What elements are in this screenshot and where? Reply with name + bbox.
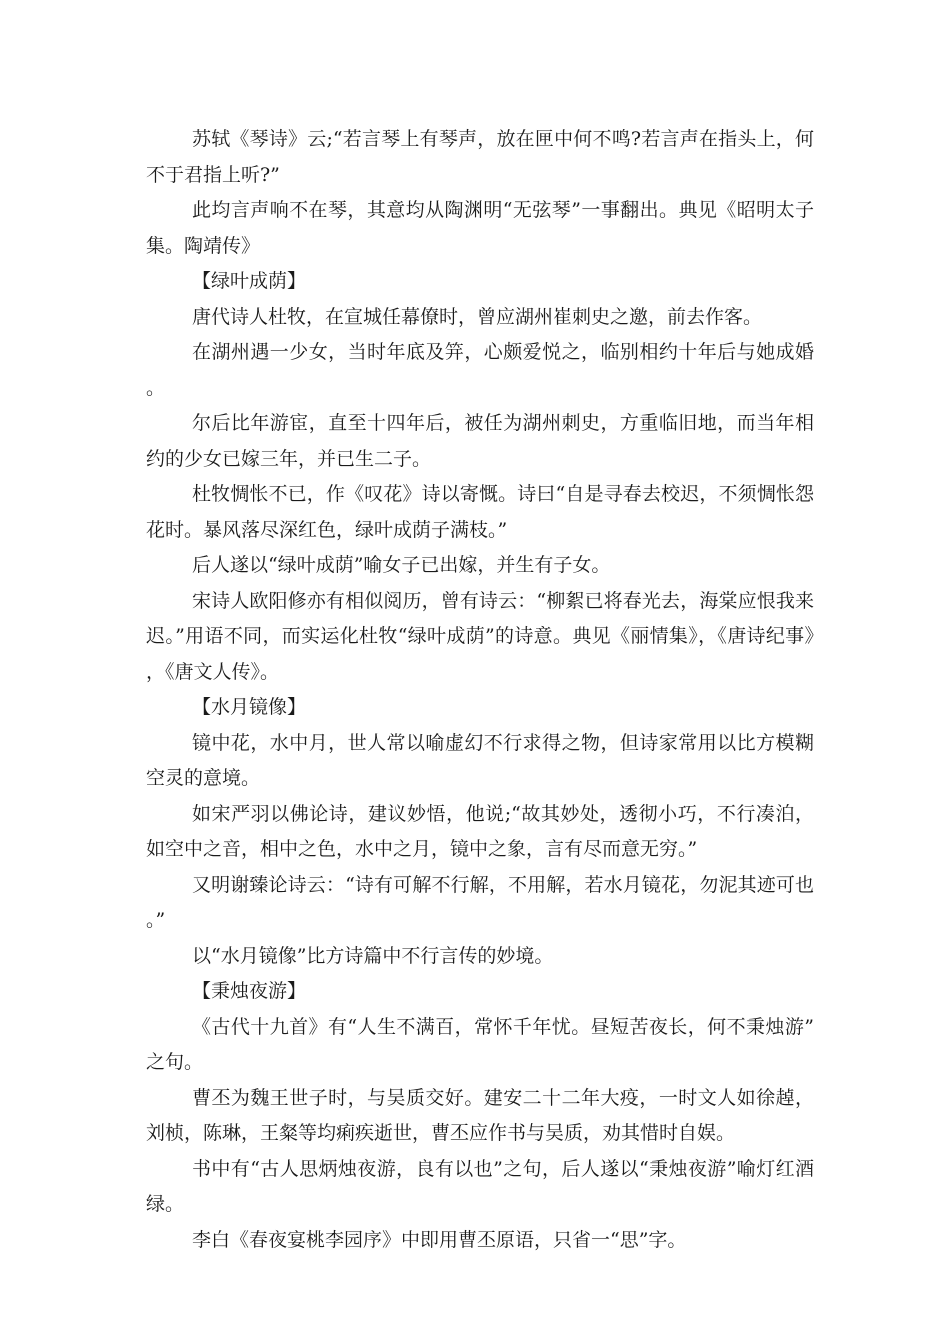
paragraph-su-shi-qin-poem: 苏轼《琴诗》云;“若言琴上有琴声，放在匣中何不鸣?若言声在指头上，何不于君指上听?” xyxy=(146,128,814,186)
paragraph-tao-yuanming-note: 此均言声响不在琴，其意均从陶渊明“无弦琴”一事翻出。典见《昭明太子集。陶靖传》 xyxy=(146,199,814,257)
document-body xyxy=(146,122,814,1258)
paragraph-huzhou-girl: 在湖州遇一少女，当时年底及笄，心颇爱悦之，临别相约十年后与她成婚。 xyxy=(146,341,814,399)
paragraph-tan-hua-poem: 杜牧惆怅不已，作《叹花》诗以寄慨。诗曰“自是寻春去校迟，不须惆怅怨花时。暴风落尽深红色，绿叶成荫子满枝。” xyxy=(146,483,814,541)
paragraph-yan-yu: 如宋严羽以佛论诗，建议妙悟，他说;“故其妙处，透彻小巧，不行凑泊，如空中之音，相中之色，水中之月，镜中之象，言有尽而意无穷。” xyxy=(146,802,814,860)
paragraph-ouyang-xiu: 宋诗人欧阳修亦有相似阅历，曾有诗云：“柳絮已将春光去，海棠应恨我来迟。”用语不同，而实运化杜牧“绿叶成荫”的诗意。典见《丽情集》，《唐诗纪事》，《唐文人传》。 xyxy=(146,589,814,683)
paragraph-shui-yue-meaning: 以“水月镜像”比方诗篇中不行言传的妙境。 xyxy=(192,944,554,967)
paragraph-cao-pi: 曹丕为魏王世子时，与吴质交好。建安二十二年大疫，一时文人如徐趠，刘桢，陈琳，王粲等均痢疾逝世，曹丕应作书与吴质，劝其惜时自娱。 xyxy=(146,1086,814,1144)
section-heading-shui-yue-jing-xiang: 【水月镜像】 xyxy=(192,696,307,718)
paragraph-fourteen-years: 尔后比年游宦，直至十四年后，被任为湖州刺史，方重临旧地，而当年相约的少女已嫁三年，并已生二子。 xyxy=(146,412,814,470)
paragraph-idiom-meaning: 后人遂以“绿叶成荫”喻女子已出嫁，并生有子女。 xyxy=(192,554,611,576)
section-heading-lv-ye-cheng-yin: 【绿叶成荫】 xyxy=(192,270,307,292)
paragraph-nineteen-poems: 《古代十九首》有“人生不满百，常怀千年忧。昼短苦夜长，何不秉烛游”之句。 xyxy=(146,1015,814,1073)
paragraph-du-mu-intro: 唐代诗人杜牧，在宣城任幕僚时，曾应湖州崔刺史之邀，前去作客。 xyxy=(192,305,763,328)
paragraph-xie-zhen: 又明谢臻论诗云：“诗有可解不行解，不用解，若水月镜花，勿泥其迹可也。” xyxy=(146,873,814,931)
paragraph-mirror-flower: 镜中花，水中月，世人常以喻虚幻不行求得之物，但诗家常用以比方模糊空灵的意境。 xyxy=(146,731,814,789)
paragraph-letter-quote: 书中有“古人思炳烛夜游，良有以也”之句，后人遂以“秉烛夜游”喻灯红酒绿。 xyxy=(146,1157,814,1215)
section-heading-bing-zhu-ye-you: 【秉烛夜游】 xyxy=(192,980,307,1002)
paragraph-li-bai: 李白《春夜宴桃李园序》中即用曹丕原语，只省一“思”字。 xyxy=(192,1228,687,1251)
